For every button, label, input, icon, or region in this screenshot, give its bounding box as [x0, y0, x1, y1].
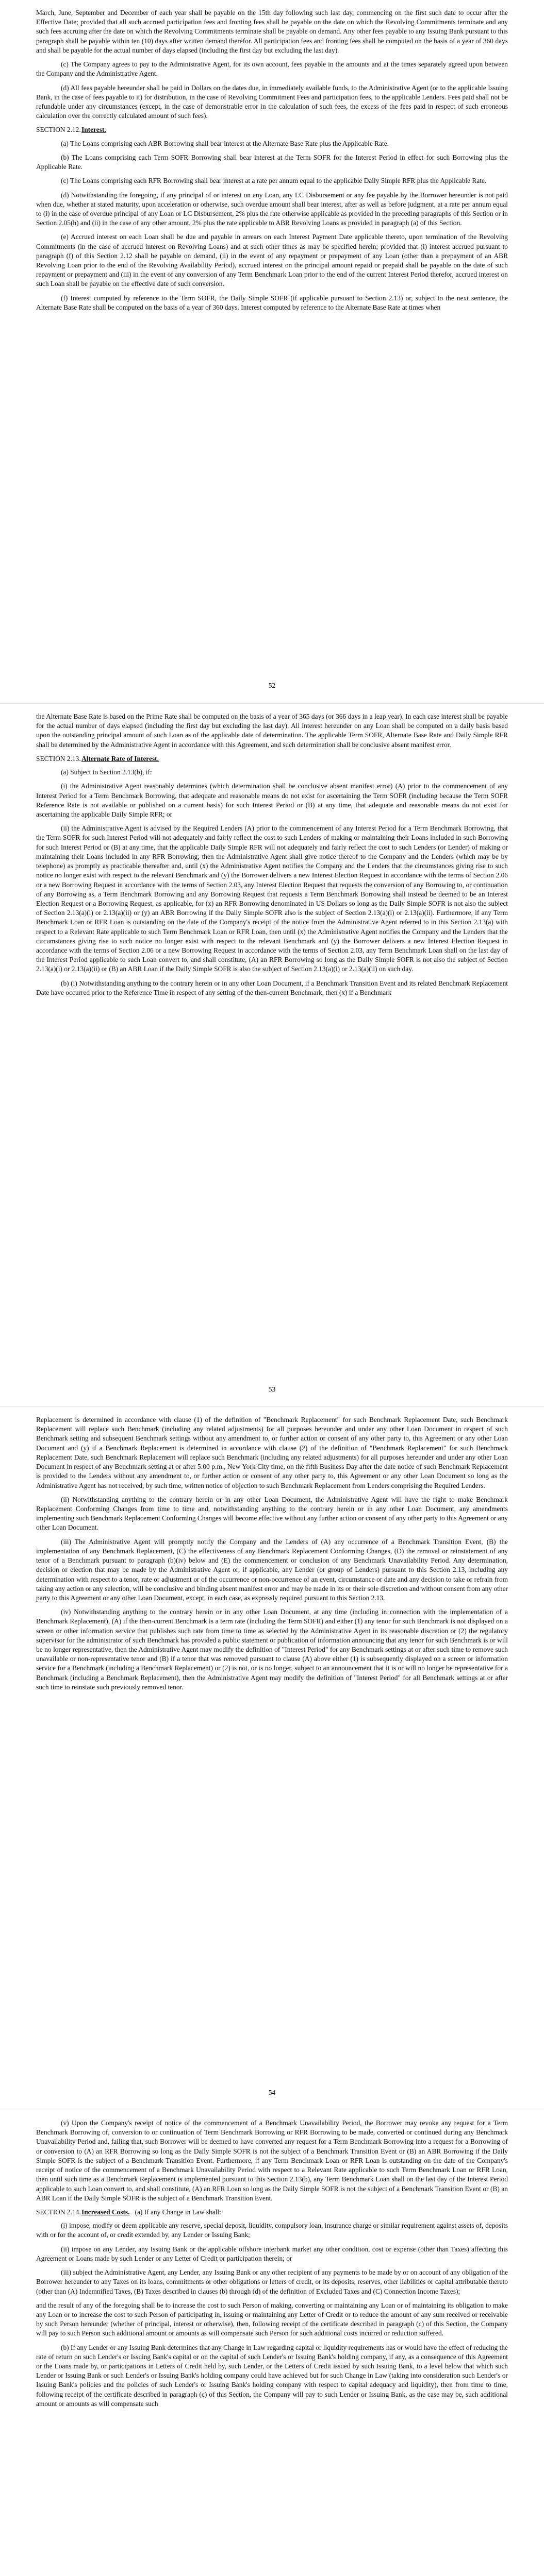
paragraph: (iv) Notwithstanding anything to the contrary herein or in any other Loan Document, at any time (including in connection with the implementation of a Benchmark Replacement), (A) if the then-current Benchmark is a term rate (including the Term SOFR) and either (1) any tenor for such Benchmark is not displayed on a screen or other information service that publishes such rate from time to time as selected by the Administrative Agent in its reasonable discretion or (2) the regulatory supervisor for the administrator of such Benchmark has provided a public statement or publication of information announcing that any tenor for such Benchmark is or will be no longer representative, then the Administrative Agent may modify the definition of "Interest Period" for any Benchmark settings at or after such time to remove such unavailable or non-representative tenor and (B) if a tenor that was removed pursuant to clause (A) above either (1) is subsequently displayed on a screen or information service for a Benchmark (including a Benchmark Replacement) or (2) is not, or is no longer, subject to an announcement that it is or will no longer be representative for a Benchmark (including a Benchmark Replacement), then the Administrative Agent may modify the definition of "Interest Period" for all Benchmark settings at or after such time to reinstate such previously removed tenor.: [36, 1608, 508, 1691]
paragraph: (d) All fees payable hereunder shall be paid in Dollars on the dates due, in immediately available funds, to the Administrative Agent (or to the applicable Issuing Bank, in the case of fees payable to it) for distribution, in the case of Revolving Commitment Fees and participation fees, to the applicable Lenders. Fees paid shall not be refundable under any circumstances (except, in the case of demonstrable error in the calculation of such fees, the excess of the fees paid in respect of such erroneous calculation over the correctly calculated amount of such fees).: [36, 83, 508, 120]
page-number: 53: [268, 1385, 276, 1393]
paragraph: (iii) The Administrative Agent will promptly notify the Company and the Lenders of (A) any occurrence of a Benchmark Transition Event, (B) the implementation of any Benchmark Replacement, (C) the effectiveness of any Benchmark Replacement Conforming Changes, (D) the removal or reinstatement of any tenor of a Benchmark pursuant to paragraph (b)(iv) below and (E) the commencement or conclusion of any Benchmark Unavailability Period. Any determination, decision or election that may be made by the Administrative Agent or, if applicable, any Lender (or group of Lenders) pursuant to this Section 2.13, including any determination with respect to a tenor, rate or adjustment or of the occurrence or non-occurrence of an event, circumstance or date and any decision to take or refrain from taking any action or any selection, will be conclusive and binding absent manifest error and may be made in its or their sole discretion and without consent from any other party to this Agreement or any other Loan Document, except, in each case, as expressly required pursuant to this Section 2.13.: [36, 1537, 508, 1602]
paragraph: (b) The Loans comprising each Term SOFR Borrowing shall bear interest at the Term SOFR for the Interest Period in effect for such Borrowing plus the Applicable Rate.: [36, 153, 508, 171]
document-page-54: [0, 1406, 544, 2110]
section-number: SECTION 2.13.: [36, 754, 81, 762]
paragraph: (ii) the Administrative Agent is advised by the Required Lenders (A) prior to the commencement of any Interest Period for a Term Benchmark Borrowing, that the Term SOFR for such Interest Period will not adequately and fairly reflect the cost to such Lenders of making or maintaining their Loans included in such Borrowing for such Interest Period or (B) at any time, that the applicable Daily Simple RFR will not adequately and fairly reflect the cost to such Lenders (or Lender) of making or maintaining their Loans included in any RFR Borrowing; then the Administrative Agent shall give notice thereof to the Company and the Lenders (which may be by telephone) as promptly as practicable thereafter and, until (x) the Administrative Agent notifies the Company and the Lenders that the circumstances giving rise to such notice no longer exist with respect to the relevant Benchmark and (y) the Borrower delivers a new Interest Election Request in accordance with the terms of Section 2.06 or a new Borrowing Request in accordance with the terms of Section 2.03, any Interest Election Request that requests the conversion of any Borrowing to, or continuation of any Borrowing as, a Term Benchmark Borrowing and any Borrowing Request that requests a Term Benchmark Borrowing shall instead be deemed to be an Interest Election Request or a Borrowing Request, as applicable, for (x) an RFR Borrowing denominated in US Dollars so long as the Daily Simple SOFR is not also the subject of Section 2.13(a)(i) or 2.13(a)(ii) or (y) an ABR Borrowing if the Daily Simple SOFR also is the subject of Section 2.13(a)(i) or 2.13(a)(ii). Furthermore, if any Term Benchmark Loan or RFR Loan is outstanding on the date of the Company's receipt of the notice from the Administrative Agent referred to in this Section 2.13(a) with respect to a Relevant Rate applicable to such Term Benchmark Loan or RFR Loan, then until (x) the Administrative Agent notifies the Company and the Lenders that the circumstances giving rise to such notice no longer exist with respect to the relevant Benchmark and (y) the Borrower delivers a new Interest Election Request in accordance with the terms of Section 2.06 or a new Borrowing Request in accordance with the terms of Section 2.03, any Term Benchmark Loan shall on the last day of the Interest Period applicable to such Loan convert to, and shall constitute, (A) an RFR Borrowing so long as the Daily Simple SOFR is not also the subject of Section 2.13(a)(i) or 2.13(a)(ii) or (B) an ABR Loan if the Daily Simple SOFR is also the subject of Section 2.13(a)(i) or 2.13(a)(ii) on such day.: [36, 824, 508, 973]
document-page-52: [0, 0, 544, 703]
section-heading: [36, 2208, 508, 2217]
paragraph: (e) Accrued interest on each Loan shall be due and payable in arrears on each Interest Payment Date applicable thereto, upon termination of the Revolving Commitments (in the case of accrued interest on Revolving Loans) and at such other times as may be specified herein; provided that (i) interest accrued pursuant to paragraph (f) of this Section 2.12 shall be payable on demand, (ii) in the event of any repayment or prepayment of any Loan (other than a prepayment of an ABR Revolving Loan prior to the end of the Revolving Availability Period), accrued interest on the principal amount repaid or prepaid shall be payable on the date of such repayment or prepayment and (iii) in the event of any conversion of any Term Benchmark Loan prior to the end of the current Interest Period therefor, accrued interest on such Loan shall be payable on the effective date of such conversion.: [36, 233, 508, 288]
paragraph: March, June, September and December of each year shall be payable on the 15th day following such last day, commencing on the first such date to occur after the Effective Date; provided that all such accrued participation fees and fronting fees shall be payable on the date on which the Revolving Commitments terminate and any such fees accruing after the date on which the Revolving Commitments terminate shall be payable on demand. Any other fees payable to any Issuing Bank pursuant to this paragraph shall be payable within ten (10) days after written demand therefor. All participation fees and fronting fees shall be computed on the basis of a year of 360 days and shall be payable for the actual number of days elapsed (including the first day but excluding the last day).: [36, 9, 508, 54]
section-number: SECTION 2.12.: [36, 126, 81, 134]
paragraph: (c) The Loans comprising each RFR Borrowing shall bear interest at a rate per annum equal to the applicable Daily Simple RFR plus the Applicable Rate.: [61, 177, 487, 185]
paragraph: (a) Subject to Section 2.13(b), if:: [61, 768, 152, 776]
page-body: [36, 8, 508, 672]
section-title: Alternate Rate of Interest.: [81, 754, 159, 762]
paragraph: (iii) subject the Administrative Agent, any Lender, any Issuing Bank or any other recipient of any payments to be made by or on account of any obligation of the Borrower hereunder to any Taxes on its loans, commitments or other obligations or letters of credit, or its deposits, reserves, other liabilities or capital attributable thereto (other than (A) Indemnified Taxes, (B) Taxes described in clauses (b) through (d) of the definition of Excluded Taxes and (C) Connection Income Taxes);: [36, 2268, 508, 2295]
document-page-53: [0, 703, 544, 1407]
paragraph: (ii) impose on any Lender, any Issuing Bank or the applicable offshore interbank market any other condition, cost or expense (other than Taxes) affecting this Agreement or Loans made by such Lender or any Letter of Credit or participation therein; or: [36, 2245, 508, 2262]
paragraph: (b) (i) Notwithstanding anything to the contrary herein or in any other Loan Document, if a Benchmark Transition Event and its related Benchmark Replacement Date have occurred prior to the Reference Time in respect of any setting of the then-current Benchmark, then (x) if a Benchmark: [36, 979, 508, 996]
paragraph: and the result of any of the foregoing shall be to increase the cost to such Person of making, converting or maintaining any Loan or of maintaining its obligation to make any Loan or to increase the cost to such Person of participating in, issuing or maintaining any Letter of Credit or to reduce the amount of any sum received or receivable by such Person hereunder (whether of principal, interest or otherwise), then, following receipt of the certificate described in paragraph (c) of this Section, the Company will pay to such Person such additional amount or amounts as will compensate such Person for such additional costs incurred or reduction suffered.: [36, 2301, 508, 2337]
paragraph: the Alternate Base Rate is based on the Prime Rate shall be computed on the basis of a year of 365 days (or 366 days in a leap year). In each case interest shall be payable for the actual number of days elapsed (including the first day but excluding the last day). All interest hereunder on any Loan shall be computed on a daily basis based upon the outstanding principal amount of such Loan as of the applicable date of determination. The applicable Term SOFR, Alternate Base Rate and Daily Simple RFR shall be determined by the Administrative Agent in accordance with this Agreement, and such determination shall be conclusive absent manifest error.: [36, 713, 508, 749]
paragraph: Replacement is determined in accordance with clause (1) of the definition of "Benchmark Replacement" for such Benchmark Replacement Date, such Benchmark Replacement will replace such Benchmark (including any related adjustments) for all purposes hereunder and under any other Loan Document in respect of such Benchmark setting and subsequent Benchmark settings without any amendment to, or further action or consent of any other party to, this Agreement or any other Loan Document and (y) if a Benchmark Replacement is determined in accordance with clause (2) of the definition of "Benchmark Replacement" for such Benchmark Replacement Date, such Benchmark Replacement will replace such Benchmark (including any related adjustments) for all purposes hereunder and under any other Loan Document in respect of any Benchmark setting at or after 5:00 p.m., New York City time, on the fifth Business Day after the date notice of such Benchmark Replacement is provided to the Lenders without any amendment to, or further action or consent of any other party to, this Agreement or any other Loan Document so long as the Administrative Agent has not received, by such time, written notice of objection to such Benchmark Replacement from Lenders comprising the Required Lenders.: [36, 1416, 508, 1489]
section-heading: [36, 754, 508, 764]
page-number: 52: [268, 682, 276, 689]
paragraph: (i) the Administrative Agent reasonably determines (which determination shall be conclusive absent manifest error) (A) prior to the commencement of any Interest Period for a Term Benchmark Borrowing, that adequate and reasonable means do not exist for ascertaining the Term SOFR (including because the Term SOFR Reference Rate is not available or published on a current basis) for such Interest Period or (B) at any time, that adequate and reasonable means do not exist for ascertaining the applicable Daily Simple RFR; or: [36, 782, 508, 818]
paragraph: (i) impose, modify or deem applicable any reserve, special deposit, liquidity, compulsory loan, insurance charge or similar requirement against assets of, deposits with or for the account of, or credit extended by, any Lender or Issuing Bank;: [36, 2222, 508, 2239]
section-heading: [36, 125, 508, 134]
paragraph: (b) If any Lender or any Issuing Bank determines that any Change in Law regarding capital or liquidity requirements has or would have the effect of reducing the rate of return on such Lender's or Issuing Bank's capital or on the capital of such Lender's or Issuing Bank's holding company, if any, as a consequence of this Agreement or the Loans made by, or participations in Letters of Credit held by, such Lender, or the Letters of Credit issued by such Issuing Bank, to a level below that which such Lender or Issuing Bank or such Lender's or Issuing Bank's holding company could have achieved but for such Change in Law (taking into consideration such Lender's or Issuing Bank's policies and the policies of such Lender's or Issuing Bank's holding company with respect to capital adequacy and liquidity), then from time to time, following receipt of the certificate described in paragraph (c) of this Section, the Company will pay to such Lender or Issuing Bank, as the case may be, such additional amount or amounts as will compensate such: [36, 2343, 508, 2408]
paragraph: (f) Interest computed by reference to the Term SOFR, the Daily Simple SOFR (if applicable pursuant to Section 2.13) or, subject to the next sentence, the Alternate Base Rate shall be computed on the basis of a year of 360 days. Interest computed by reference to the Alternate Base Rate at times when: [36, 294, 508, 311]
paragraph: (ii) Notwithstanding anything to the contrary herein or in any other Loan Document, the Administrative Agent will have the right to make Benchmark Replacement Conforming Changes from time to time and, notwithstanding anything to the contrary herein or in any other Loan Document, any amendments implementing such Benchmark Replacement Conforming Changes will become effective without any further action or consent of any other party to this Agreement or any other Loan Document.: [36, 1495, 508, 1532]
section-number: SECTION 2.14.: [36, 2208, 81, 2216]
paragraph: (a) The Loans comprising each ABR Borrowing shall bear interest at the Alternate Base Rate plus the Applicable Rate.: [61, 139, 389, 147]
section-lead-in: (a) If any Change in Law shall:: [135, 2208, 221, 2216]
section-title: Increased Costs.: [81, 2208, 130, 2216]
page-number: 54: [268, 2089, 276, 2096]
section-title: Interest.: [81, 126, 106, 134]
paragraph: (c) The Company agrees to pay to the Administrative Agent, for its own account, fees payable in the amounts and at the times separately agreed upon between the Company and the Administrative Agent.: [36, 60, 508, 78]
document-page-55: [0, 2110, 544, 2576]
page-body: [36, 712, 508, 1376]
page-body: [36, 2119, 508, 2576]
paragraph: (d) Notwithstanding the foregoing, if any principal of or interest on any Loan, any LC Disbursement or any fee payable by the Borrower hereunder is not paid when due, whether at stated maturity, upon acceleration or otherwise, such overdue amount shall bear interest, after as well as before judgment, at a rate per annum equal to (i) in the case of overdue principal of any Loan or LC Disbursement, 2% plus the rate otherwise applicable as provided in the preceding paragraphs of this Section or in Section 2.05(h) and (ii) in the case of any other amount, 2% plus the rate applicable to ABR Revolving Loans as provided in paragraph (a) of this Section.: [36, 191, 508, 227]
paragraph: (v) Upon the Company's receipt of notice of the commencement of a Benchmark Unavailability Period, the Borrower may revoke any request for a Term Benchmark Borrowing of, conversion to or continuation of Term Benchmark Borrowing or RFR Borrowing to be made, converted or continued during any Benchmark Unavailability Period and, failing that, such Borrower will be deemed to have converted any request for a Term Benchmark Borrowing into a request for a Borrowing of or conversion to (A) an RFR Borrowing so long as the Daily Simple SOFR is not the subject of a Benchmark Transition Event or (B) an ABR Borrowing if the Daily Simple SOFR is the subject of a Benchmark Transition Event. Furthermore, if any Term Benchmark Loan or RFR Loan is outstanding on the date of the Company's receipt of notice of the commencement of a Benchmark Unavailability Period with respect to a Relevant Rate applicable to such Term Benchmark Loan or RFR Loan, then until such time as a Benchmark Replacement is implemented pursuant to this Section 2.13(b), any Term Benchmark Loan shall on the last day of the Interest Period applicable to such Loan convert to, and shall constitute, (A) an RFR Loan so long as the Daily Simple SOFR is not the subject of a Benchmark Transition Event or (B) an ABR Loan if the Daily Simple SOFR is the subject of a Benchmark Transition Event.: [36, 2119, 508, 2202]
page-body: [36, 1415, 508, 2079]
